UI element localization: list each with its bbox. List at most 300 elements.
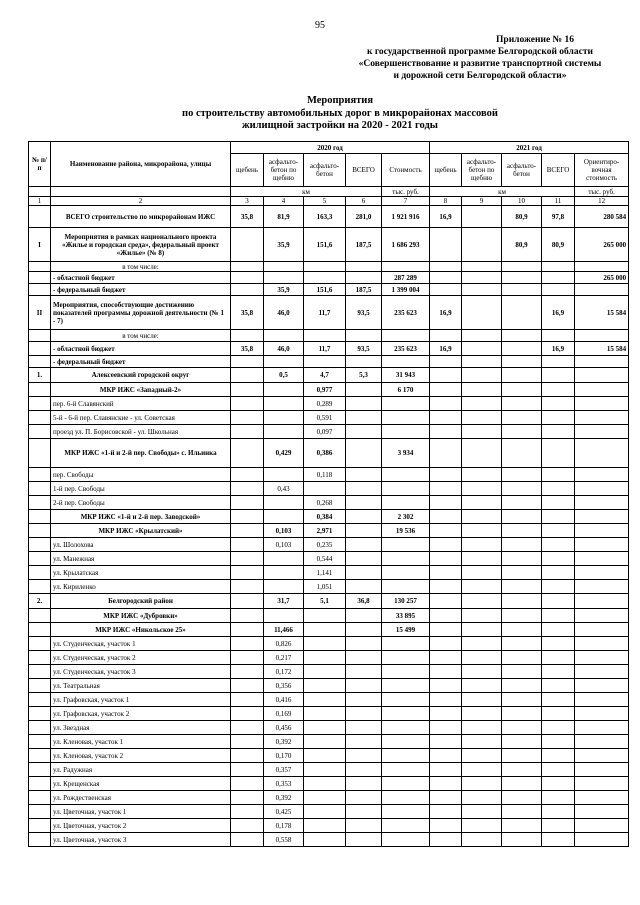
- row-value: [382, 496, 430, 510]
- row-value: [462, 496, 502, 510]
- row-value: [462, 524, 502, 538]
- row-number: [29, 510, 51, 524]
- row-value: [430, 439, 462, 468]
- row-value: [346, 482, 382, 496]
- row-value: 97,8: [542, 206, 575, 228]
- row-value: [346, 566, 382, 580]
- row-value: [346, 330, 382, 342]
- row-number: [29, 721, 51, 735]
- row-value: [542, 496, 575, 510]
- row-number: [29, 819, 51, 833]
- row-number: [29, 439, 51, 468]
- row-number: [29, 693, 51, 707]
- row-value: [462, 510, 502, 524]
- row-value: 0,172: [264, 665, 304, 679]
- appendix-line: и дорожной сети Белгородской области»: [393, 71, 567, 81]
- table-row: [29, 538, 629, 552]
- row-value: [231, 524, 264, 538]
- row-value: [462, 552, 502, 566]
- row-value: [231, 262, 264, 272]
- header-crushed-2020: щебень: [231, 154, 264, 187]
- row-name: Алексеевский городской округ: [51, 368, 231, 383]
- row-value: [430, 284, 462, 296]
- row-value: [430, 566, 462, 580]
- row-value: [575, 330, 629, 342]
- row-name: ул. Рождественская: [51, 791, 231, 805]
- row-value: 35,9: [264, 284, 304, 296]
- row-value: 287 289: [382, 272, 430, 284]
- row-number: [29, 609, 51, 623]
- row-value: [382, 749, 430, 763]
- row-value: [542, 510, 575, 524]
- row-value: [502, 411, 542, 425]
- row-value: [542, 777, 575, 791]
- row-value: [575, 651, 629, 665]
- title-line: по строительству автомобильных дорог в микрорайонах массовой: [182, 107, 498, 119]
- row-value: [304, 707, 346, 721]
- table-row: [29, 580, 629, 594]
- row-value: 0,392: [264, 791, 304, 805]
- row-number: [29, 330, 51, 342]
- row-value: [231, 819, 264, 833]
- row-value: [502, 609, 542, 623]
- row-value: [430, 637, 462, 651]
- row-value: [430, 510, 462, 524]
- row-value: [462, 777, 502, 791]
- row-value: [462, 623, 502, 637]
- row-value: [346, 833, 382, 847]
- row-value: [575, 496, 629, 510]
- row-value: [542, 679, 575, 693]
- row-value: [382, 819, 430, 833]
- row-value: 151,6: [304, 228, 346, 262]
- row-value: [542, 397, 575, 411]
- row-value: [575, 609, 629, 623]
- table-row: [29, 368, 629, 383]
- row-name: ул. Цветочная, участок 1: [51, 805, 231, 819]
- row-name: МКР ИЖС «Никольское 25»: [51, 623, 231, 637]
- header-cost-2020: Стоимость: [382, 154, 430, 187]
- row-value: [575, 397, 629, 411]
- row-value: 0,178: [264, 819, 304, 833]
- row-value: [462, 580, 502, 594]
- row-number: [29, 637, 51, 651]
- row-value: 0,384: [304, 510, 346, 524]
- row-value: [231, 623, 264, 637]
- row-number: 1.: [29, 368, 51, 383]
- row-value: 93,5: [346, 342, 382, 356]
- row-value: 0,425: [264, 805, 304, 819]
- table-row: [29, 566, 629, 580]
- row-number: [29, 342, 51, 356]
- row-name: МКР ИЖС «1-й и 2-й пер. Заводской»: [51, 510, 231, 524]
- appendix-heading: [330, 34, 630, 82]
- row-value: [304, 721, 346, 735]
- row-value: [502, 665, 542, 679]
- table-row: [29, 721, 629, 735]
- row-value: [502, 693, 542, 707]
- row-value: [231, 566, 264, 580]
- row-number: [29, 805, 51, 819]
- row-value: [575, 552, 629, 566]
- row-value: [304, 735, 346, 749]
- row-value: 151,6: [304, 284, 346, 296]
- row-value: 15 499: [382, 623, 430, 637]
- row-value: [346, 763, 382, 777]
- row-number: [29, 356, 51, 368]
- row-value: 0,5: [264, 368, 304, 383]
- row-value: [502, 735, 542, 749]
- row-value: [462, 651, 502, 665]
- row-value: [346, 468, 382, 482]
- row-value: [304, 763, 346, 777]
- row-value: [304, 693, 346, 707]
- row-value: 187,5: [346, 228, 382, 262]
- header-total-2021: ВСЕГО: [542, 154, 575, 187]
- row-value: [346, 791, 382, 805]
- column-number: 11: [542, 197, 575, 206]
- column-number: 10: [502, 197, 542, 206]
- row-value: [382, 763, 430, 777]
- row-name: - федеральный бюджет: [51, 356, 231, 368]
- row-value: [346, 439, 382, 468]
- unit-rub-2021: тыс. руб.: [575, 187, 629, 197]
- row-value: [430, 383, 462, 397]
- row-value: [502, 594, 542, 609]
- row-value: 0,386: [304, 439, 346, 468]
- row-value: [542, 284, 575, 296]
- row-value: 265 000: [575, 228, 629, 262]
- row-value: 280 584: [575, 206, 629, 228]
- row-name: ул. Радужная: [51, 763, 231, 777]
- row-value: [346, 262, 382, 272]
- row-name: Белгородский район: [51, 594, 231, 609]
- row-value: [231, 665, 264, 679]
- row-value: [346, 510, 382, 524]
- row-value: [462, 272, 502, 284]
- appendix-number: Приложение № 16: [496, 35, 574, 45]
- row-value: [430, 330, 462, 342]
- row-value: [430, 833, 462, 847]
- row-number: [29, 580, 51, 594]
- table-row: [29, 679, 629, 693]
- row-value: [462, 791, 502, 805]
- table-row: [29, 284, 629, 296]
- row-value: [304, 791, 346, 805]
- row-value: [346, 496, 382, 510]
- header-crushed-2021: щебень: [430, 154, 462, 187]
- row-value: 0,353: [264, 777, 304, 791]
- row-value: [382, 356, 430, 368]
- table-row: [29, 623, 629, 637]
- row-number: [29, 566, 51, 580]
- row-value: [231, 735, 264, 749]
- row-value: [264, 262, 304, 272]
- row-number: [29, 482, 51, 496]
- row-value: [430, 368, 462, 383]
- row-value: 81,9: [264, 206, 304, 228]
- row-value: [462, 356, 502, 368]
- row-value: [382, 482, 430, 496]
- row-value: [231, 749, 264, 763]
- row-value: [542, 425, 575, 439]
- row-value: [382, 468, 430, 482]
- row-value: [430, 580, 462, 594]
- row-value: 31 943: [382, 368, 430, 383]
- row-name: МКР ИЖС «Дубровки»: [51, 609, 231, 623]
- row-value: 15 584: [575, 296, 629, 330]
- row-value: [430, 805, 462, 819]
- row-value: [502, 296, 542, 330]
- table-row: [29, 819, 629, 833]
- row-value: [231, 552, 264, 566]
- row-value: [575, 735, 629, 749]
- row-value: [502, 651, 542, 665]
- row-value: 163,3: [304, 206, 346, 228]
- table-body: [29, 206, 629, 847]
- row-value: [430, 693, 462, 707]
- row-value: [575, 637, 629, 651]
- row-number: [29, 735, 51, 749]
- row-name: ул. Графовская, участок 2: [51, 707, 231, 721]
- table-row: [29, 356, 629, 368]
- row-number: [29, 665, 51, 679]
- row-value: [502, 425, 542, 439]
- row-value: 0,103: [264, 538, 304, 552]
- row-value: 0,416: [264, 693, 304, 707]
- row-value: [542, 763, 575, 777]
- title-line: Мероприятия: [306, 95, 374, 106]
- row-name: - областной бюджет: [51, 272, 231, 284]
- row-value: [575, 777, 629, 791]
- row-value: [346, 425, 382, 439]
- row-value: [542, 623, 575, 637]
- row-value: [430, 763, 462, 777]
- row-value: 80,9: [542, 228, 575, 262]
- row-value: [346, 637, 382, 651]
- row-value: [575, 833, 629, 847]
- row-name: ул. Студенческая, участок 2: [51, 651, 231, 665]
- row-value: [264, 566, 304, 580]
- row-number: [29, 777, 51, 791]
- row-value: 46,0: [264, 342, 304, 356]
- row-value: [430, 819, 462, 833]
- row-value: [231, 425, 264, 439]
- row-number: [29, 749, 51, 763]
- table-row: [29, 665, 629, 679]
- row-value: [382, 425, 430, 439]
- row-value: [462, 594, 502, 609]
- row-name: 2-й пер. Свободы: [51, 496, 231, 510]
- row-value: [231, 368, 264, 383]
- row-value: [382, 262, 430, 272]
- row-value: [462, 538, 502, 552]
- page-number: 95: [315, 20, 325, 31]
- row-value: [346, 665, 382, 679]
- row-value: [231, 383, 264, 397]
- row-value: [462, 284, 502, 296]
- row-value: [502, 580, 542, 594]
- row-value: [502, 330, 542, 342]
- row-name: - федеральный бюджет: [51, 284, 231, 296]
- table-row: [29, 805, 629, 819]
- row-value: [462, 482, 502, 496]
- row-value: [462, 693, 502, 707]
- table-row: [29, 262, 629, 272]
- row-value: [346, 735, 382, 749]
- row-number: [29, 763, 51, 777]
- row-value: 31,7: [264, 594, 304, 609]
- row-name: пер. Свободы: [51, 468, 231, 482]
- row-value: [575, 482, 629, 496]
- row-value: 0,170: [264, 749, 304, 763]
- row-value: [346, 707, 382, 721]
- row-value: [231, 496, 264, 510]
- row-value: [346, 623, 382, 637]
- row-value: [542, 262, 575, 272]
- row-value: [542, 580, 575, 594]
- row-value: 1 686 293: [382, 228, 430, 262]
- row-value: [502, 538, 542, 552]
- row-value: 36,8: [346, 594, 382, 609]
- row-value: [231, 439, 264, 468]
- column-number: 4: [264, 197, 304, 206]
- header-asph-2020: асфальто-бетон: [304, 154, 346, 187]
- row-value: [502, 397, 542, 411]
- row-value: [542, 330, 575, 342]
- row-value: [346, 552, 382, 566]
- row-value: [346, 272, 382, 284]
- header-2021: 2021 год: [430, 142, 629, 154]
- row-value: [542, 651, 575, 665]
- row-value: [231, 510, 264, 524]
- row-value: [575, 791, 629, 805]
- row-value: 0,591: [304, 411, 346, 425]
- row-number: II: [29, 296, 51, 330]
- row-value: [231, 833, 264, 847]
- table-row: [29, 296, 629, 330]
- table-row: [29, 383, 629, 397]
- row-value: [382, 651, 430, 665]
- row-value: [346, 777, 382, 791]
- row-value: [462, 735, 502, 749]
- row-value: 0,456: [264, 721, 304, 735]
- row-value: 1,051: [304, 580, 346, 594]
- row-value: [462, 833, 502, 847]
- row-number: [29, 206, 51, 228]
- row-value: [430, 397, 462, 411]
- row-value: [231, 580, 264, 594]
- row-value: [264, 330, 304, 342]
- row-name: ул. Графовская, участок 1: [51, 693, 231, 707]
- row-value: 35,9: [264, 228, 304, 262]
- row-value: [502, 383, 542, 397]
- row-value: [382, 735, 430, 749]
- row-value: 0,235: [304, 538, 346, 552]
- row-value: [502, 524, 542, 538]
- row-value: [575, 679, 629, 693]
- row-value: [430, 552, 462, 566]
- row-value: [382, 707, 430, 721]
- table-row: [29, 425, 629, 439]
- table-row: [29, 707, 629, 721]
- appendix-line: «Совершенствование и развитие транспортной системы: [358, 59, 602, 69]
- row-value: [575, 468, 629, 482]
- row-name: ул. Звездная: [51, 721, 231, 735]
- row-value: [382, 411, 430, 425]
- row-value: [542, 538, 575, 552]
- row-value: [231, 594, 264, 609]
- row-number: [29, 707, 51, 721]
- row-value: [430, 228, 462, 262]
- row-value: [346, 538, 382, 552]
- table-row: [29, 749, 629, 763]
- row-value: 80,9: [502, 228, 542, 262]
- row-value: [430, 594, 462, 609]
- row-value: [462, 342, 502, 356]
- row-value: [304, 482, 346, 496]
- row-value: [462, 368, 502, 383]
- row-value: [430, 721, 462, 735]
- row-value: [430, 777, 462, 791]
- row-value: [430, 707, 462, 721]
- row-value: [462, 330, 502, 342]
- row-value: [304, 651, 346, 665]
- row-value: [346, 679, 382, 693]
- row-value: [382, 330, 430, 342]
- row-value: [382, 538, 430, 552]
- row-number: [29, 524, 51, 538]
- row-value: 80,9: [502, 206, 542, 228]
- row-value: [382, 566, 430, 580]
- row-value: [575, 566, 629, 580]
- row-value: [304, 777, 346, 791]
- row-value: 0,429: [264, 439, 304, 468]
- row-value: [231, 651, 264, 665]
- row-value: 235 623: [382, 342, 430, 356]
- row-value: [430, 524, 462, 538]
- row-value: [462, 721, 502, 735]
- row-value: [542, 609, 575, 623]
- row-number: [29, 383, 51, 397]
- row-value: [304, 679, 346, 693]
- row-value: [462, 805, 502, 819]
- row-value: [575, 425, 629, 439]
- row-value: 281,0: [346, 206, 382, 228]
- row-name: Мероприятия, способствующие достижению показателей программы дорожной деятельности (№ 1 - 7): [51, 296, 231, 330]
- row-value: [462, 566, 502, 580]
- row-value: [304, 805, 346, 819]
- row-value: 33 895: [382, 609, 430, 623]
- row-number: [29, 538, 51, 552]
- header-name: Наименование района, микрорайона, улицы: [51, 142, 231, 187]
- title-line: жилищной застройки на 2020 - 2021 годы: [242, 120, 438, 131]
- table-row: [29, 330, 629, 342]
- row-value: 35,8: [231, 342, 264, 356]
- row-value: [382, 791, 430, 805]
- row-value: [542, 693, 575, 707]
- row-value: [502, 510, 542, 524]
- row-value: 15 584: [575, 342, 629, 356]
- row-value: [575, 693, 629, 707]
- row-value: [542, 665, 575, 679]
- row-name: ул. Кленовая, участок 2: [51, 749, 231, 763]
- row-number: [29, 623, 51, 637]
- row-value: [462, 411, 502, 425]
- row-value: [575, 749, 629, 763]
- row-name: ул. Студенческая, участок 3: [51, 665, 231, 679]
- row-value: [575, 262, 629, 272]
